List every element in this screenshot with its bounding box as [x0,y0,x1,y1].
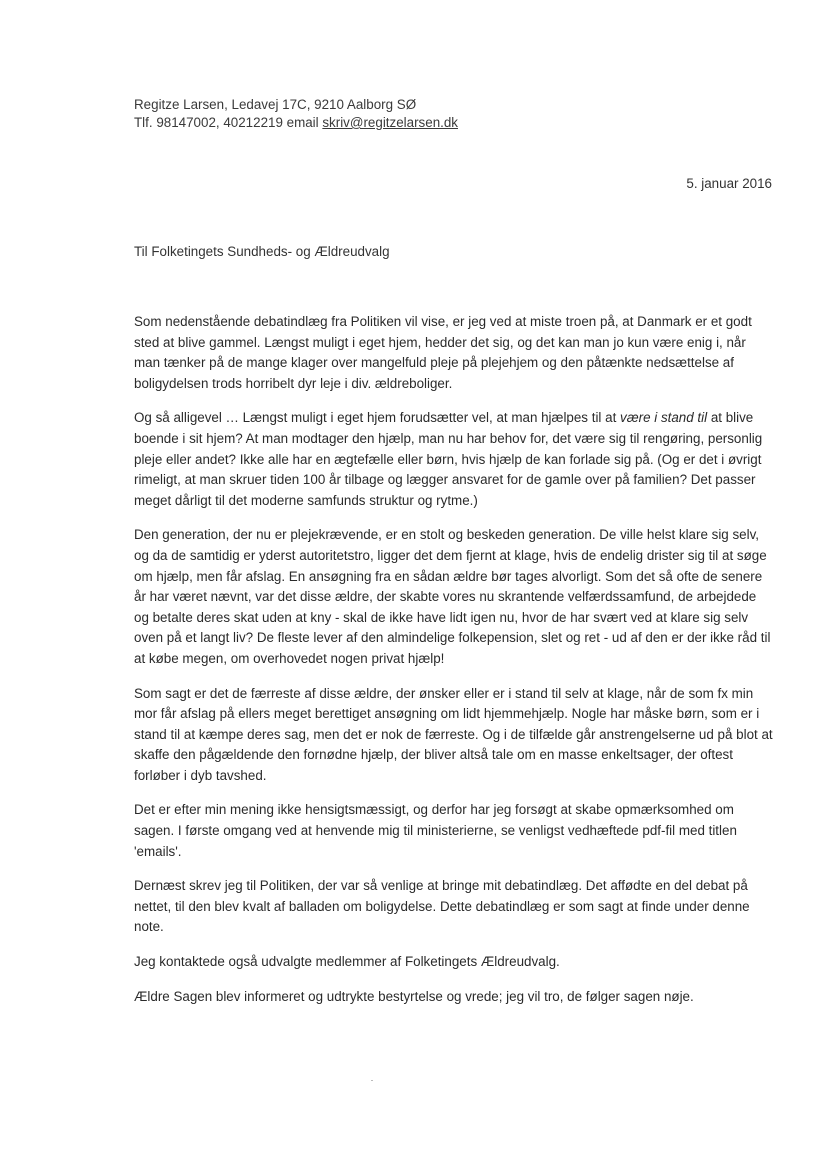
scan-speck [371,1080,373,1081]
paragraph-2-emphasis: være i stand til [620,410,708,426]
sender-block [134,96,458,132]
paragraph-2-part-b: at blive boende i sit hjem? At man modtager den hjælp, man nu har behov for, det være sig til rengøring, personlig pleje eller andet? Ikke alle har en ægtefælle eller børn, hvis hjælp de kan forlade sig på. (Og er det i øvrigt rimeligt, at man skruer tiden 100 år tilbage og lægger ansvaret for de gamle over på familien? Det passer meget dårligt til det moderne samfunds struktur og rytme.) [134,410,763,508]
paragraph-5: Det er efter min mening ikke hensigtsmæssigt, og derfor har jeg forsøgt at skabe opmærksomhed om sagen. I første omgang ved at henvende mig til ministerierne, se venligst vedhæftede pdf-fil med titlen 'emails'. [134,802,737,859]
paragraph-4: Som sagt er det de færreste af disse ældre, der ønsker eller er i stand til selv at klage, når de som fx min mor får afslag på ellers meget berettiget ansøgning om lidt hjemmehjælp. Nogle har måske børn, som er i stand til at kæmpe deres sag, men det er nok de færreste. Og i de tilfælde går anstrengelserne ud på blot at skaffe den pågældende den fornødne hjælp, der bliver altså tale om en masse enkeltsager, der oftest forløber i dyb tavshed. [134,685,773,783]
paragraph-2 [134,408,774,511]
paragraph-6: Dernæst skrev jeg til Politiken, der var så venlige at bringe mit debatindlæg. Det affødte en del debat på nettet, til den blev kvalt af balladen om boligydelse. Dette debatindlæg er som sagt at finde under denne note. [134,878,750,935]
sender-address: Regitze Larsen, Ledavej 17C, 9210 Aalborg SØ [134,97,417,112]
paragraph-8: Ældre Sagen blev informeret og udtrykte bestyrtelse og vrede; jeg vil tro, de følger sagen nøje. [134,988,694,1004]
paragraph-1: Som nedenstående debatindlæg fra Politiken vil vise, er jeg ved at miste troen på, at Danmark er et godt sted at blive gammel. Længst muligt i eget hjem, hedder det sig, og det kan man jo kun være enig i, når man tænker på de mange klager over mangelfuld pleje på plejehjem og den påtænkte nedsættelse af boligydelsen trods horribelt dyr leje i div. ældreboliger. [134,314,752,391]
letter-recipient: Til Folketingets Sundheds- og Ældreudvalg [134,244,390,259]
letter-body [134,312,774,1021]
paragraph-3: Den generation, der nu er plejekrævende, er en stolt og beskeden generation. De ville helst klare sig selv, og da de samtidig er yderst autoritetstro, ligger det dem fjernt at klage, hvis de endelig drister sig til at søge om hjælp, men får afslag. En ansøgning fra en sådan ældre bør tages alvorligt. Som det så ofte de senere år har været nævnt, var det disse ældre, der skabte vores nu skrantende velfærdssamfund, de arbejdede og betalte deres skat uden at kny - skal de ikke have lidt igen nu, hvor de har svært ved at klare sig selv oven på et langt liv? De fleste lever af den almindelige folkepension, slet og ret - ud af den er der ikke råd til at købe megen, om overhovedet nogen privat hjælp! [134,527,771,666]
sender-contact-line [134,114,458,132]
paragraph-2-part-a: Og så alligevel … Længst muligt i eget hjem forudsætter vel, at man hjælpes til at [134,410,621,426]
sender-phone: Tlf. 98147002, 40212219 email [134,115,323,130]
sender-email-link[interactable]: skriv@regitzelarsen.dk [322,115,458,130]
paragraph-7: Jeg kontaktede også udvalgte medlemmer af Folketingets Ældreudvalg. [134,954,560,970]
letter-date: 5. januar 2016 [686,176,772,191]
